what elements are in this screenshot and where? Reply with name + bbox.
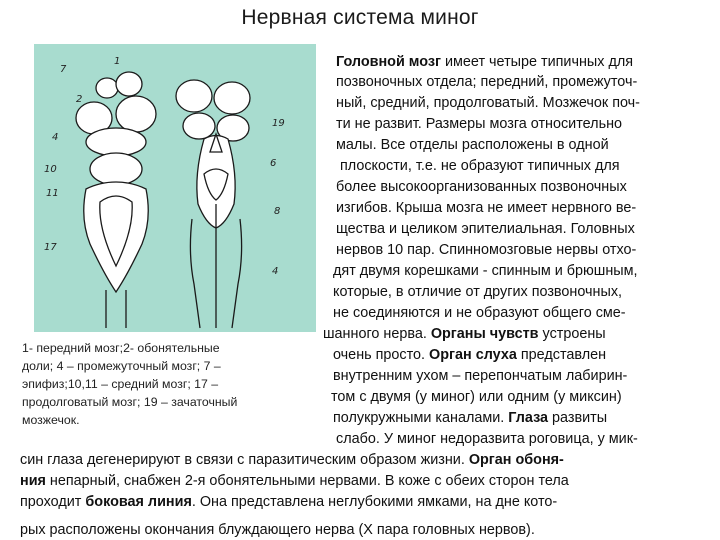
text-line [323, 324, 606, 344]
text-line: позвоночных отдела; передний, промежуточ- [336, 74, 638, 90]
term-hearing-organ: Орган слуха [425, 347, 517, 363]
text-line: не соединяются и не образуют общего сме- [333, 305, 626, 321]
term-eyes: Глаза [504, 410, 549, 426]
text-line [333, 345, 606, 365]
text-line: рых расположены окончания блуждающего нерва (X пара головных нервов). [20, 522, 535, 538]
fig-label-7: 7 [60, 64, 67, 75]
text-fragment: очень просто. [333, 347, 426, 363]
text-fragment: развиты [548, 410, 608, 426]
text-line: которые, в отличие от других позвоночных, [333, 284, 623, 300]
term-sense-organs: Органы чувств [426, 326, 539, 342]
text-line [20, 471, 569, 491]
text-line: изгибов. Крыша мозга не имеет нервного ве- [336, 200, 637, 216]
caption-line: мозжечок. [22, 413, 80, 427]
fig-label-17: 17 [44, 242, 57, 253]
fig-label-2: 2 [76, 94, 83, 105]
fig-label-6: 6 [270, 158, 277, 169]
text-line: плоскости, т.е. не образуют типичных для [340, 158, 620, 174]
text-fragment: . Она представлена неглубокими ямками, на дне кото- [191, 494, 558, 510]
text-line: внутренним ухом – перепончатым лабирин- [333, 368, 628, 384]
fig-label-4: 4 [52, 132, 59, 143]
caption-line: эпифиз;10,11 – средний мозг; 17 – [22, 377, 219, 391]
text-line: щества и целиком эпителиальная. Головных [336, 221, 635, 237]
text-line: ный, средний, продолговатый. Мозжечок поч- [336, 95, 640, 111]
fig-label-19: 19 [272, 118, 285, 129]
slide-title: Нервная система миног [241, 6, 479, 29]
right-brain-drawing [176, 80, 250, 328]
text-fragment: син глаза дегенерируют в связи с паразитическим образом жизни. [20, 452, 465, 468]
text-line: ти не развит. Размеры мозга относительно [336, 116, 623, 132]
text-fragment: представлен [516, 347, 607, 363]
brain-drawings [34, 44, 316, 332]
fig-label-8: 8 [274, 206, 281, 217]
text-line: более высокоорганизованных позвоночных [336, 179, 627, 195]
text-line: слабо. У миног недоразвита роговица, у мик- [336, 431, 638, 447]
caption-line: 1- передний мозг;2- обонятельные [22, 341, 220, 355]
text-line [336, 52, 633, 72]
text-fragment: непарный, снабжен 2-я обонятельными нервами. В коже с обеих сторон тела [45, 473, 569, 489]
text-line: малы. Все отделы расположены в одной [336, 137, 609, 153]
term-olfactory-organ-end: ния [20, 473, 46, 489]
caption-line: продолговатый мозг; 19 – зачаточный [22, 395, 238, 409]
text-fragment: имеет четыре типичных для [441, 54, 634, 70]
left-brain-drawing [76, 72, 156, 328]
text-line: дят двумя корешками - спинным и брюшным, [333, 263, 638, 279]
text-line: нервов 10 пар. Спинномозговые нервы отхо- [336, 242, 637, 258]
fig-label-1: 1 [114, 56, 121, 67]
term-olfactory-organ: Орган обоня- [464, 452, 564, 468]
lamprey-brain-figure [34, 44, 316, 332]
figure-caption [22, 339, 322, 429]
caption-line: доли; 4 – промежуточный мозг; 7 – [22, 359, 221, 373]
text-line [20, 492, 557, 512]
fig-label-10: 10 [44, 164, 57, 175]
text-fragment: шанного нерва. [323, 326, 427, 342]
text-fragment: полукружными каналами. [333, 410, 505, 426]
term-lateral-line: боковая линия [81, 494, 192, 510]
term-brain: Головной мозг [336, 54, 441, 70]
text-line [333, 408, 607, 428]
text-fragment: устроены [538, 326, 606, 342]
fig-label-4b: 4 [272, 266, 279, 277]
fig-label-11: 11 [46, 188, 59, 199]
text-line [20, 450, 564, 470]
text-fragment: проходит [20, 494, 82, 510]
text-line: том с двумя (у миног) или одним (у миксин) [331, 389, 622, 405]
